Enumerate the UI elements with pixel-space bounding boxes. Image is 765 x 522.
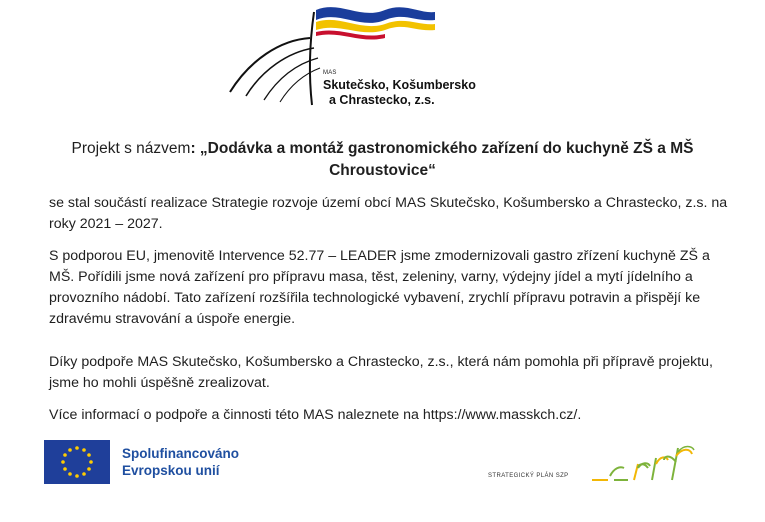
project-title-name: : „Dodávka a montáž gastronomického zařízení do kuchyně ZŠ a MŠ Chroustovice“ [190,140,694,179]
paragraph-strategy: se stal součástí realizace Strategie rozvoje území obcí MAS Skutečsko, Košumbersko a Chrastecko, z.s. na roky 2021 – 2027. [49,195,728,232]
mas-logo [210,0,530,118]
project-title-prefix: Projekt s názvem [71,140,191,157]
mas-name-line1: Skutečsko, Košumbersko [323,78,476,92]
project-title [40,138,725,182]
szp-sprouts-icon [488,438,708,498]
eu-flag-icon [44,440,110,484]
eu-text-line1: Spolufinancováno [122,446,240,461]
mas-abbrev: MAS [323,70,337,76]
eu-cofinancing-text [122,445,239,479]
szp-label: STRATEGICKÝ PLÁN SZP [488,473,569,479]
szp-logo [488,438,708,498]
eu-cofinancing-logo [44,440,284,490]
paragraph-more-info: Více informací o podpoře a činnosti této MAS naleznete na https://www.masskch.cz/. [49,407,582,423]
mas-name-line2: a Chrastecko, z.s. [329,93,435,107]
paragraph-support: S podporou EU, jmenovitě Intervence 52.77 – LEADER jsme zmodernizovali gastro zřízení kuchyně ZŠ a MŠ. Pořídili jsme nová zařízení pro přípravu masa, těst, zeleniny, varny, výdejny jídel a mytí jídelního a provozního nádobí. Tato zařízení rozšířila technologické vybavení, zrychlí přípravu potravin a přispějí ke zdravému stravování a úspoře energie. [49,248,710,327]
eu-text-line2: Evropskou unií [122,463,220,478]
paragraph-thanks: Díky podpoře MAS Skutečsko, Košumbersko a Chrastecko, z.s., která nám pomohla při přípravě projektu, jsme ho mohli úspěšně zrealizovat. [49,354,713,391]
mas-name [323,78,476,108]
